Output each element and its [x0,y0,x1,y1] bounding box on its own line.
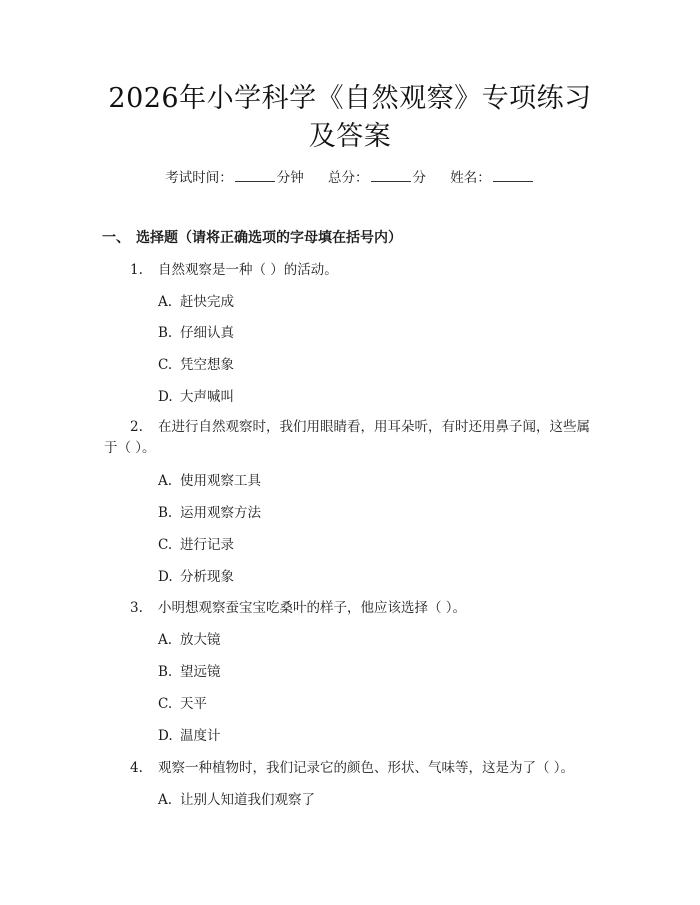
option-text: 进行记录 [180,537,234,553]
option-letter: D. [158,569,173,585]
question-2-line-2: 于（ ）。 [104,440,156,456]
total-score-unit: 分 [412,170,426,186]
question-1 [130,260,338,280]
option-text: 望远镜 [180,664,221,680]
student-name-blank [493,169,533,182]
question-2-option-d [158,567,234,587]
option-text: 天平 [180,696,207,712]
student-name-label: 姓名： [450,170,491,186]
option-letter: C. [158,357,173,373]
question-2-line-1 [104,412,604,443]
total-score-field [328,168,426,188]
option-text: 分析现象 [180,569,234,585]
question-3-option-c [158,694,207,714]
option-letter: A. [158,473,173,489]
section-heading [102,228,402,248]
question-4-option-a [158,790,315,810]
question-text: 自然观察是一种（ ）的活动。 [158,262,338,278]
question-text: 在进行自然观察时，我们用眼睛看，用耳朵听，有时还用鼻子闻，这些属 [158,419,590,435]
exam-time-label: 考试时间： [165,170,233,186]
question-number: 2. [130,419,143,435]
question-3 [130,598,466,618]
option-text: 仔细认真 [180,325,234,341]
option-text: 凭空想象 [180,357,234,373]
question-2-option-c [158,535,234,555]
question-2-option-a [158,471,261,491]
option-text: 大声喊叫 [180,389,234,405]
option-letter: A. [158,294,173,310]
option-letter: D. [158,389,173,405]
option-text: 运用观察方法 [180,505,261,521]
question-3-option-b [158,662,221,682]
option-letter: A. [158,792,173,808]
option-text: 赶快完成 [180,294,234,310]
question-1-option-c [158,355,234,375]
option-text: 让别人知道我们观察了 [180,792,315,808]
exam-info-line [0,168,700,188]
question-3-option-d [158,726,221,746]
option-letter: D. [158,728,173,744]
document-title: 2026年小学科学《自然观察》专项练习及答案 [108,83,592,152]
question-2-option-b [158,503,261,523]
question-1-option-b [158,323,234,343]
question-3-option-a [158,630,221,650]
section-number: 一、 [102,230,130,246]
question-number: 3. [130,600,143,616]
option-letter: C. [158,537,173,553]
question-number: 1. [130,262,143,278]
student-name-field [450,168,535,188]
exam-time-unit: 分钟 [276,170,304,186]
question-text: 小明想观察蚕宝宝吃桑叶的样子，他应该选择（ ）。 [158,600,467,616]
option-text: 使用观察工具 [180,473,261,489]
question-2 [104,412,604,464]
question-1-option-d [158,387,234,407]
option-letter: B. [158,664,173,680]
option-letter: B. [158,505,173,521]
option-text: 温度计 [180,728,221,744]
option-letter: B. [158,325,173,341]
option-text: 放大镜 [180,632,221,648]
section-title: 选择题（请将正确选项的字母填在括号内） [136,230,402,246]
total-score-blank [371,169,411,182]
option-letter: A. [158,632,173,648]
option-letter: C. [158,696,173,712]
exam-time-field [165,168,304,188]
question-number: 4. [130,760,143,776]
question-4 [130,758,574,778]
question-text: 观察一种植物时，我们记录它的颜色、形状、气味等，这是为了（ ）。 [158,760,575,776]
question-1-option-a [158,292,234,312]
exam-time-blank [235,169,275,182]
total-score-label: 总分： [328,170,369,186]
